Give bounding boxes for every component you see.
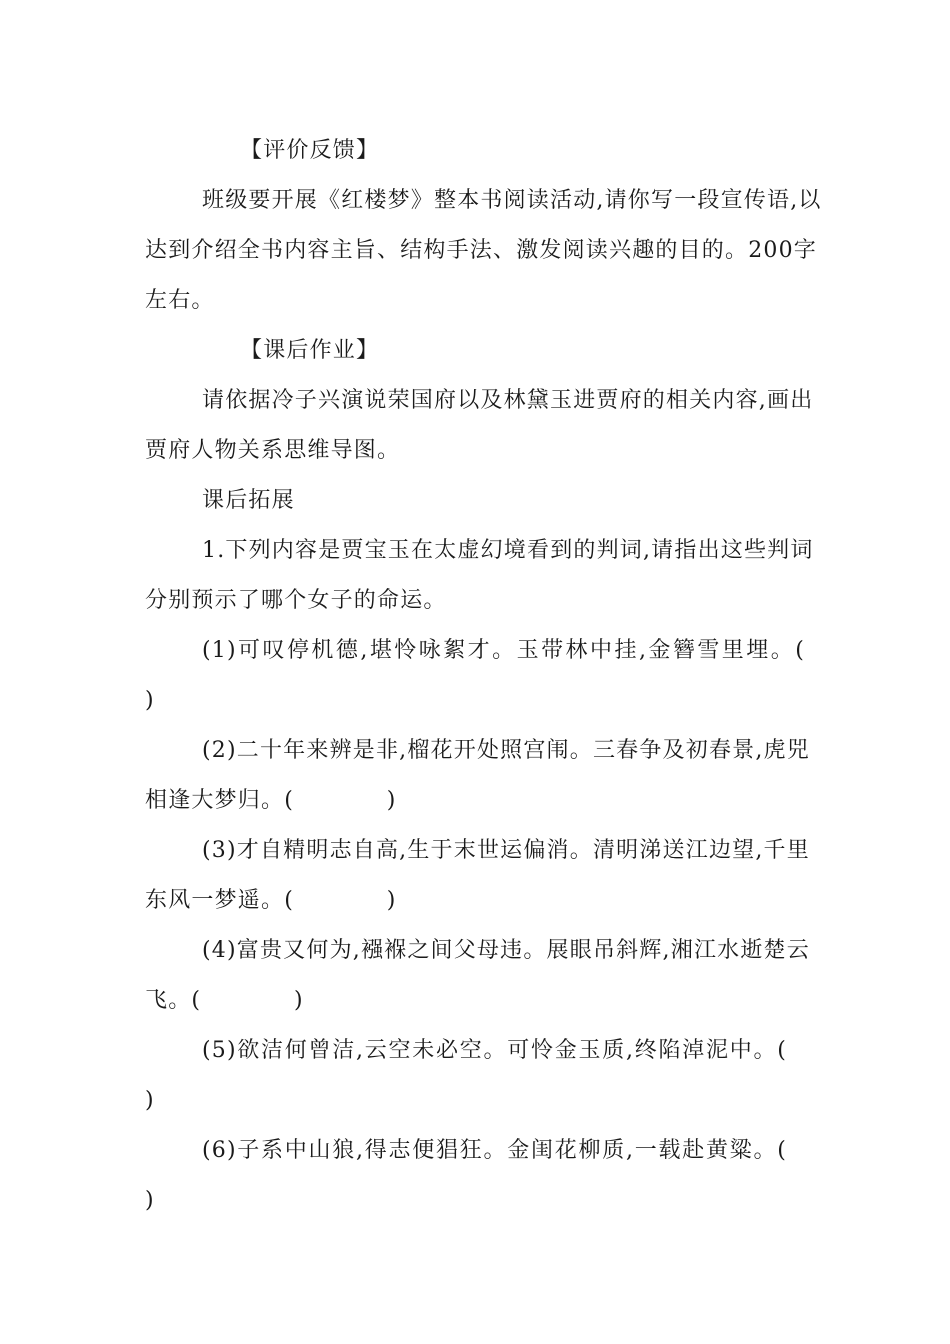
item-1-line-1: (1)可叹停机德,堪怜咏絮才。玉带林中挂,金簪雪里埋。(: [202, 638, 805, 663]
item-2-line-2: 相逢大梦归。( ): [145, 788, 397, 813]
item-5-line-1: (5)欲洁何曾洁,云空未必空。可怜金玉质,终陷淖泥中。(: [202, 1038, 787, 1063]
evaluation-heading: 【评价反馈】: [240, 138, 380, 163]
evaluation-text-line-3: 左右。: [145, 288, 215, 313]
item-3-line-1: (3)才自精明志自高,生于末世运偏消。清明涕送江边望,千里: [202, 838, 810, 863]
item-3-line-2: 东风一梦遥。( ): [145, 888, 397, 913]
item-4-line-1: (4)富贵又何为,襁褓之间父母违。展眼吊斜辉,湘江水逝楚云: [202, 938, 810, 963]
question-intro-line-2: 分别预示了哪个女子的命运。: [145, 588, 447, 613]
extension-heading: 课后拓展: [202, 488, 295, 513]
homework-text-line-2: 贾府人物关系思维导图。: [145, 438, 401, 463]
item-5-line-2: ): [145, 1088, 155, 1113]
item-6-line-1: (6)子系中山狼,得志便猖狂。金闺花柳质,一载赴黄粱。(: [202, 1138, 787, 1163]
homework-heading: 【课后作业】: [240, 338, 380, 363]
question-intro-line-1: 1.下列内容是贾宝玉在太虚幻境看到的判词,请指出这些判词: [202, 538, 814, 563]
item-6-line-2: ): [145, 1188, 155, 1213]
evaluation-text-line-2: 达到介绍全书内容主旨、结构手法、激发阅读兴趣的目的。200字: [145, 238, 817, 263]
homework-text-line-1: 请依据冷子兴演说荣国府以及林黛玉进贾府的相关内容,画出: [202, 388, 814, 413]
item-4-line-2: 飞。( ): [145, 988, 304, 1013]
item-2-line-1: (2)二十年来辨是非,榴花开处照宫闱。三春争及初春景,虎兕: [202, 738, 810, 763]
evaluation-text-line-1: 班级要开展《红楼梦》整本书阅读活动,请你写一段宣传语,以: [202, 188, 822, 213]
item-1-line-2: ): [145, 688, 155, 713]
